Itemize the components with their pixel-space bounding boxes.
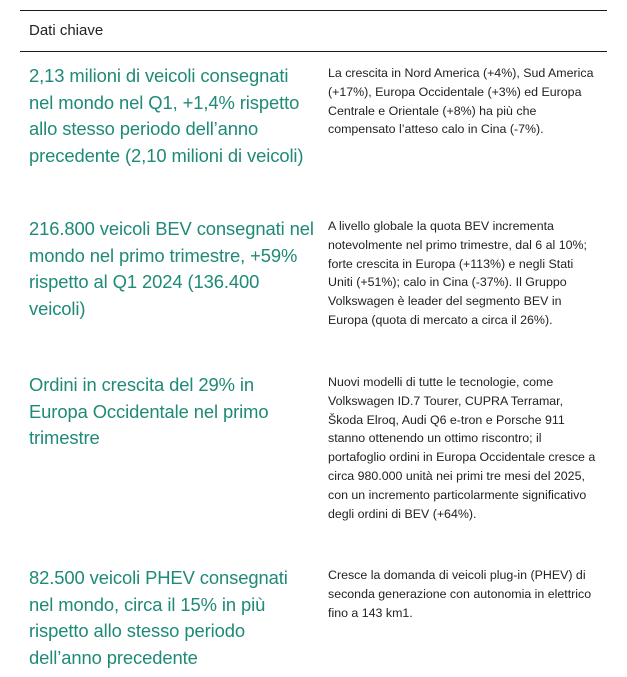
section-title: Dati chiave xyxy=(29,22,104,39)
key-fact-detail: Cresce la domanda di veicoli plug-in (PHEV) di seconda generazione con autonomia in elettrico fino a 143 km1. xyxy=(328,568,592,620)
key-fact-headline: Ordini in crescita del 29% in Europa Occidentale nel primo trimestre xyxy=(29,374,269,448)
key-fact-detail: Nuovi modelli di tutte le tecnologie, come Volkswagen ID.7 Tourer, CUPRA Terramar, Škoda Elroq, Audi Q6 e-tron e Porsche 911 stanno ottenendo un ottimo riscontro; il portafoglio ordini in Europa Occidentale cresce a circa 980.000 unità nei primi tre mesi del 2025, con un incremento particolarmente significativo degli ordini di BEV (+64%). xyxy=(328,375,596,521)
key-fact-headline: 2,13 milioni di veicoli consegnati nel mondo nel Q1, +1,4% rispetto allo stesso periodo dell’anno precedente (2,10 milioni di veicoli) xyxy=(29,65,304,166)
key-fact-detail: La crescita in Nord America (+4%), Sud America (+17%), Europa Occidentale (+3%) ed Europa Centrale e Orientale (+8%) ha più che compensato l’atteso calo in Cina (-7%). xyxy=(328,66,594,137)
header-divider xyxy=(20,51,607,52)
key-fact-headline: 216.800 veicoli BEV consegnati nel mondo nel primo trimestre, +59% rispetto al Q1 2024 (136.400 veicoli) xyxy=(29,218,314,319)
key-fact-headline: 82.500 veicoli PHEV consegnati nel mondo, circa il 15% in più rispetto allo stesso periodo dell’anno precedente xyxy=(29,567,288,668)
top-divider xyxy=(20,10,607,11)
key-fact-detail: A livello globale la quota BEV incrementa notevolmente nel primo trimestre, dal 6 al 10%; forte crescita in Europa (+113%) e negli Stati Uniti (+51%); calo in Cina (-37%). Il Gruppo Volkswagen è leader del segmento BEV in Europa (quota di mercato a circa il 26%). xyxy=(328,219,587,327)
